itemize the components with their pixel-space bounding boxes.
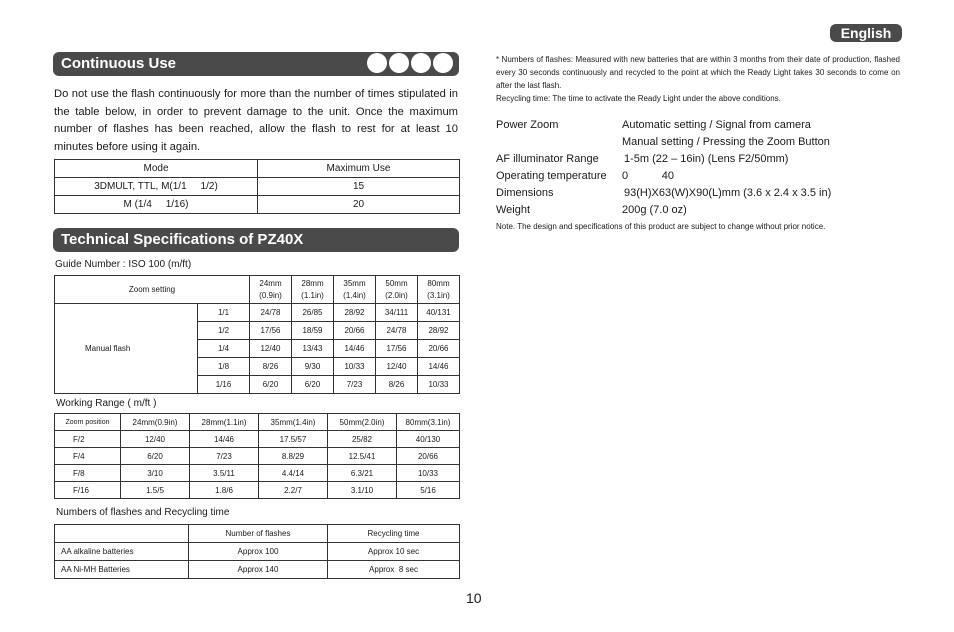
guide-cell: 6/20 — [250, 376, 292, 394]
working-range-table — [54, 413, 460, 499]
table-header: 24mm(0.9in) — [121, 414, 190, 431]
spec-value: Automatic setting / Signal from camera — [622, 119, 811, 131]
table-header: 50mm(2.0in) — [328, 414, 397, 431]
recycling-footnote: Recycling time: The time to activate the Ready Light under the above conditions. — [496, 94, 781, 103]
guide-cell: 12/40 — [250, 340, 292, 358]
range-cell: 40/130 — [397, 431, 460, 448]
guide-cell: 8/26 — [250, 358, 292, 376]
decorative-dots — [367, 53, 453, 73]
dot-icon — [411, 53, 431, 73]
zoom-in: (1.1in) — [301, 290, 324, 300]
range-cell: 7/23 — [190, 448, 259, 465]
zoom-column-header — [334, 276, 376, 304]
table-cell: 20 — [258, 196, 460, 214]
power-cell: 1/8 — [198, 358, 250, 376]
battery-type-cell: AA Ni-MH Batteries — [55, 561, 189, 579]
zoom-column-header — [250, 276, 292, 304]
recycling-time-cell: Approx 10 sec — [328, 543, 460, 561]
range-cell: 14/46 — [190, 431, 259, 448]
range-cell: 3.5/11 — [190, 465, 259, 482]
range-cell: 6/20 — [121, 448, 190, 465]
guide-cell: 17/56 — [250, 322, 292, 340]
table-header: Number of flashes — [189, 525, 328, 543]
guide-cell: 7/23 — [334, 376, 376, 394]
aperture-cell: F/16 — [55, 482, 121, 499]
zoom-column-header — [418, 276, 460, 304]
zoom-mm: 80mm — [427, 278, 450, 288]
zoom-mm: 24mm — [259, 278, 282, 288]
range-cell: 4.4/14 — [259, 465, 328, 482]
table-header: Recycling time — [328, 525, 460, 543]
zoom-in: (1.4in) — [343, 290, 366, 300]
spec-list — [496, 117, 906, 219]
working-range-label: Working Range ( m/ft ) — [56, 398, 157, 409]
flashes-footnote: * Numbers of flashes: Measured with new batteries that are within 3 months from their date of production, flashed every 30 seconds continuously and recycled to the point at which the Ready Light takes 30 seconds to come on after the last flash. — [496, 55, 900, 90]
spec-name: Dimensions — [496, 187, 554, 199]
guide-cell: 17/56 — [376, 340, 418, 358]
aperture-cell: F/2 — [55, 431, 121, 448]
spec-row — [496, 168, 906, 185]
guide-cell: 14/46 — [334, 340, 376, 358]
range-cell: 25/82 — [328, 431, 397, 448]
flashes-recycling-table — [54, 524, 460, 579]
spec-value: Manual setting / Pressing the Zoom Button — [622, 136, 830, 148]
spec-row — [496, 117, 906, 134]
range-cell: 3.1/10 — [328, 482, 397, 499]
range-cell: 12.5/41 — [328, 448, 397, 465]
spec-row — [496, 134, 906, 151]
zoom-column-header — [292, 276, 334, 304]
range-cell: 5/16 — [397, 482, 460, 499]
zoom-column-header — [376, 276, 418, 304]
aperture-cell: F/8 — [55, 465, 121, 482]
guide-cell: 34/111 — [376, 304, 418, 322]
spec-row — [496, 185, 906, 202]
change-notice: Note. The design and specifications of this product are subject to change without prior notice. — [496, 222, 826, 231]
table-header: Mode — [55, 160, 258, 178]
guide-cell: 14/46 — [418, 358, 460, 376]
guide-cell: 10/33 — [418, 376, 460, 394]
continuous-use-table — [54, 159, 460, 214]
zoom-mm: 28mm — [301, 278, 324, 288]
continuous-use-paragraph: Do not use the flash continuously for more than the number of times stipulated in the table below, in order to prevent damage to the unit. Once the maximum number of flashes has been reached, allow the flash to rest for at least 10 minutes before using it again. — [54, 88, 458, 153]
zoom-in: (2.0in) — [385, 290, 408, 300]
zoom-mm: 50mm — [385, 278, 408, 288]
page-number: 10 — [466, 590, 482, 606]
language-badge: English — [830, 24, 902, 42]
range-cell: 1.5/5 — [121, 482, 190, 499]
spec-name: AF illuminator Range — [496, 153, 599, 165]
guide-cell: 18/59 — [292, 322, 334, 340]
range-cell: 17.5/57 — [259, 431, 328, 448]
spec-value: 1-5m (22 – 16in) (Lens F2/50mm) — [624, 153, 789, 165]
range-cell: 20/66 — [397, 448, 460, 465]
flashes-recycling-label: Numbers of flashes and Recycling time — [56, 507, 230, 518]
table-header: 35mm(1.4in) — [259, 414, 328, 431]
flash-count-cell: Approx 140 — [189, 561, 328, 579]
range-cell: 6.3/21 — [328, 465, 397, 482]
power-cell: 1/16 — [198, 376, 250, 394]
zoom-in: (0.9in) — [259, 290, 282, 300]
continuous-use-heading — [53, 52, 459, 76]
dot-icon — [433, 53, 453, 73]
table-header: 28mm(1.1in) — [190, 414, 259, 431]
range-cell: 8.8/29 — [259, 448, 328, 465]
guide-cell: 13/43 — [292, 340, 334, 358]
guide-cell: 20/66 — [418, 340, 460, 358]
range-cell: 12/40 — [121, 431, 190, 448]
continuous-use-title: Continuous Use — [61, 55, 176, 72]
table-header — [55, 525, 189, 543]
spec-name: Power Zoom — [496, 119, 559, 131]
zoom-mm: 35mm — [343, 278, 366, 288]
guide-cell: 6/20 — [292, 376, 334, 394]
spec-row — [496, 151, 906, 168]
aperture-cell: F/4 — [55, 448, 121, 465]
zoom-setting-header: Zoom setting — [55, 276, 250, 304]
guide-cell: 26/85 — [292, 304, 334, 322]
recycling-time-cell: Approx 8 sec — [328, 561, 460, 579]
table-cell: 15 — [258, 178, 460, 196]
guide-number-table — [54, 275, 460, 394]
table-cell: 3DMULT, TTL, M(1/1 1/2) — [55, 178, 258, 196]
guide-cell: 12/40 — [376, 358, 418, 376]
guide-cell: 20/66 — [334, 322, 376, 340]
power-cell: 1/4 — [198, 340, 250, 358]
table-header: 80mm(3.1in) — [397, 414, 460, 431]
guide-cell: 10/33 — [334, 358, 376, 376]
spec-value: 93(H)X63(W)X90(L)mm (3.6 x 2.4 x 3.5 in) — [624, 187, 832, 199]
guide-cell: 9/30 — [292, 358, 334, 376]
table-header: Zoom position — [55, 414, 121, 431]
manual-flash-label: Manual flash — [55, 304, 198, 394]
range-cell: 10/33 — [397, 465, 460, 482]
spec-value: 200g (7.0 oz) — [622, 204, 687, 216]
guide-cell: 28/92 — [334, 304, 376, 322]
table-cell: M (1/4 1/16) — [55, 196, 258, 214]
guide-number-label: Guide Number : ISO 100 (m/ft) — [55, 259, 192, 270]
specifications-title: Technical Specifications of PZ40X — [61, 231, 304, 248]
dot-icon — [389, 53, 409, 73]
guide-cell: 8/26 — [376, 376, 418, 394]
guide-cell: 40/131 — [418, 304, 460, 322]
range-cell: 3/10 — [121, 465, 190, 482]
flash-count-cell: Approx 100 — [189, 543, 328, 561]
guide-cell: 24/78 — [250, 304, 292, 322]
range-cell: 1.8/6 — [190, 482, 259, 499]
table-header: Maximum Use — [258, 160, 460, 178]
battery-type-cell: AA alkaline batteries — [55, 543, 189, 561]
spec-name: Operating temperature — [496, 170, 607, 182]
specifications-heading — [53, 228, 459, 252]
spec-row — [496, 202, 906, 219]
dot-icon — [367, 53, 387, 73]
range-cell: 2.2/7 — [259, 482, 328, 499]
spec-name: Weight — [496, 204, 531, 216]
zoom-in: (3.1in) — [427, 290, 450, 300]
spec-value: 0 40 — [622, 170, 674, 182]
guide-cell: 28/92 — [418, 322, 460, 340]
power-cell: 1/1 — [198, 304, 250, 322]
guide-cell: 24/78 — [376, 322, 418, 340]
power-cell: 1/2 — [198, 322, 250, 340]
